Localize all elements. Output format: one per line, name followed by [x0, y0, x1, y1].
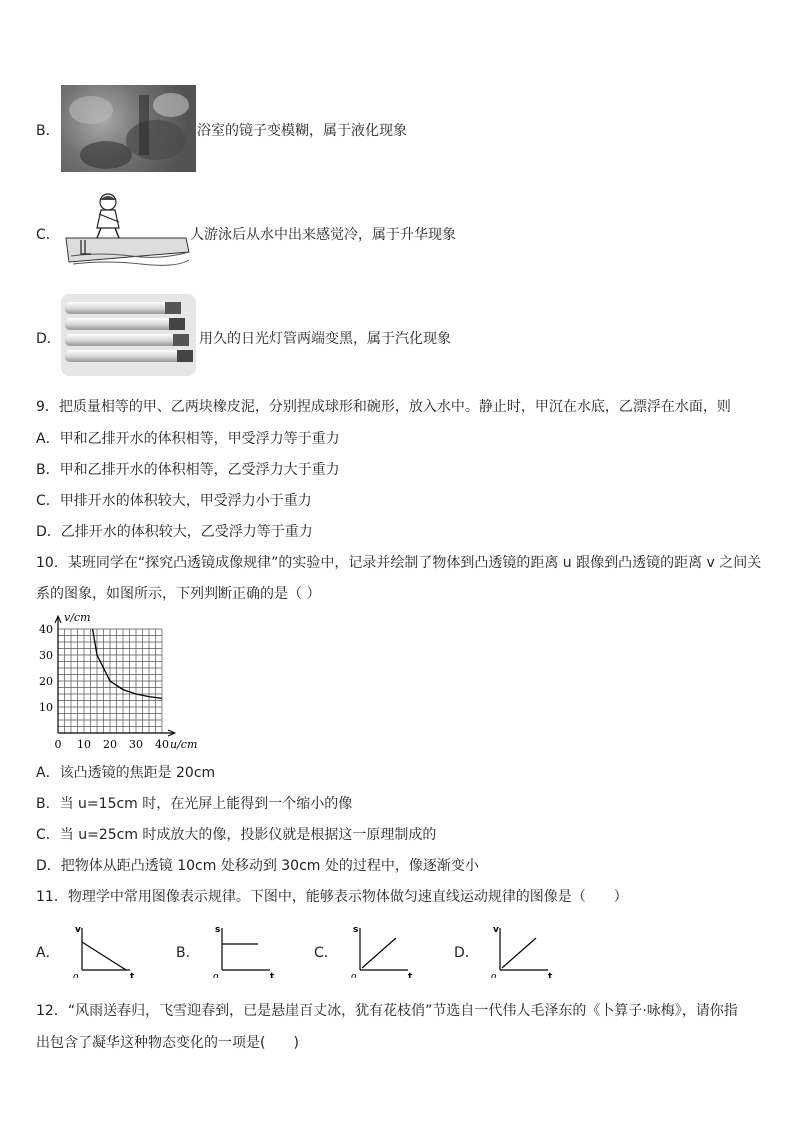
swimmer-drawing [61, 190, 191, 272]
q10-stem-line1: 10．某班同学在“探究凸透镜成像规律”的实验中，记录并绘制了物体到凸透镜的距离 u 跟像到凸透镜的距离 v 之间关 [36, 555, 762, 571]
y-axis-label: v [493, 925, 499, 935]
origin-label: o [213, 972, 219, 978]
tubes-drawing [61, 294, 196, 376]
q9-option-c: C．甲排开水的体积较大，甲受浮力小于重力 [36, 493, 312, 509]
q11-stem: 11．物理学中常用图像表示规律。下图中，能够表示物体做匀速直线运动规律的图像是（ ） [36, 889, 628, 905]
x-tick-label: 40 [155, 738, 169, 751]
q11-option-letter: D． [454, 945, 479, 961]
q12-line2: 出包含了凝华这种物态变化的一项是( ) [36, 1035, 299, 1051]
origin-label: o [491, 972, 497, 978]
q11-option-letter: C． [314, 945, 338, 961]
x-axis-label: t [548, 972, 553, 978]
origin-label: o [73, 972, 79, 978]
lens-uv-chart [30, 605, 210, 755]
x-axis-label: t [130, 972, 135, 978]
q9-option-d: D．乙排开水的体积较大，乙受浮力等于重力 [36, 524, 313, 540]
q11-option-letter: B． [176, 945, 200, 961]
y-axis-label: s [353, 925, 359, 935]
origin-label: o [351, 972, 357, 978]
y-tick-label: 10 [39, 701, 53, 714]
q11-option-letter: A． [36, 945, 60, 961]
foggy-mirror-photo [61, 85, 196, 172]
x-axis-label: u/cm [170, 738, 198, 751]
y-tick-label: 40 [39, 623, 53, 636]
q11-graph-a [36, 922, 146, 978]
graph-line [82, 942, 126, 970]
q10-option-d: D．把物体从距凸透镜 10cm 处移动到 30cm 处的过程中，像逐渐变小 [36, 858, 479, 874]
y-axis-label: s [215, 925, 221, 935]
q10-option-b: B．当 u=15cm 时，在光屏上能得到一个缩小的像 [36, 796, 353, 812]
q9-option-a: A．甲和乙排开水的体积相等，甲受浮力等于重力 [36, 431, 340, 447]
option-b-text: 浴室的镜子变模糊，属于液化现象 [197, 123, 407, 139]
q11-graph-svg [212, 922, 282, 978]
q9-stem: 9．把质量相等的甲、乙两块橡皮泥，分别捏成球形和碗形，放入水中。静止时，甲沉在水底，乙漂浮在水面，则 [36, 399, 731, 415]
fluorescent-tubes-photo [61, 294, 196, 376]
data-curve [93, 629, 162, 698]
option-c-text: 人游泳后从水中出来感觉冷，属于升华现象 [190, 227, 456, 243]
foggy-mirror-texture [61, 85, 196, 172]
x-tick-label: 30 [129, 738, 143, 751]
option-d-text: 用久的日光灯管两端变黑，属于汽化现象 [199, 331, 451, 347]
q10-option-a: A．该凸透镜的焦距是 20cm [36, 765, 216, 781]
q11-graph-svg [72, 922, 142, 978]
x-tick-label: 20 [103, 738, 117, 751]
q11-graph-svg [490, 922, 560, 978]
y-axis-label: v/cm [64, 611, 91, 624]
x-axis-label: t [270, 972, 275, 978]
option-letter-b: B． [36, 123, 60, 139]
q9-option-b: B．甲和乙排开水的体积相等，乙受浮力大于重力 [36, 462, 340, 478]
q12-line1: 12．“风雨送春归，飞雪迎春到，已是悬崖百丈冰，犹有花枝俏”节选自一代伟人毛泽东的《卜算子·咏梅》，请你指 [36, 1003, 738, 1019]
graph-line [502, 938, 536, 968]
x-tick-label: 10 [77, 738, 91, 751]
option-letter-c: C． [36, 227, 60, 243]
q11-graph-d [454, 922, 564, 978]
option-letter-d: D． [36, 331, 61, 347]
q11-graph-c [314, 922, 424, 978]
q11-graph-svg [350, 922, 420, 978]
q11-graph-b [176, 922, 286, 978]
x-tick-label: 0 [54, 738, 62, 751]
y-tick-label: 30 [39, 649, 53, 662]
x-axis-label: t [408, 972, 413, 978]
swimmer-illustration [61, 190, 191, 272]
q10-stem-line2: 系的图象，如图所示，下列判断正确的是（ ） [36, 586, 321, 602]
y-axis-label: v [75, 925, 81, 935]
graph-line [362, 938, 396, 968]
y-tick-label: 20 [39, 675, 53, 688]
q10-option-c: C．当 u=25cm 时成放大的像，投影仪就是根据这一原理制成的 [36, 827, 437, 843]
